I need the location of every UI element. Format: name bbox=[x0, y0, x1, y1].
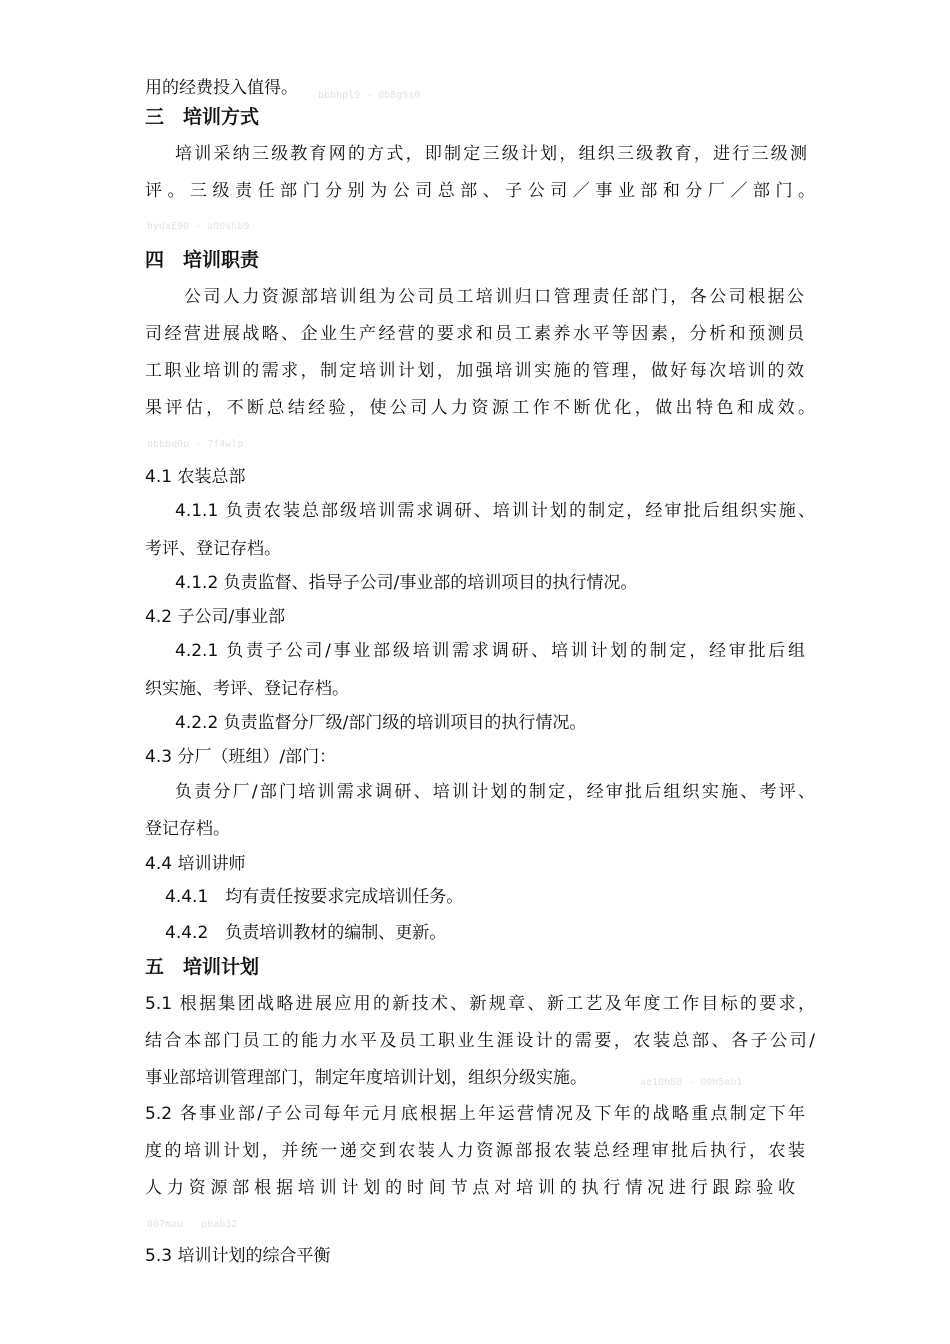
section-heading-5: 五 培训计划 bbox=[145, 956, 260, 978]
paragraph-line: 4.2.2 负责监督分厂级/部门级的培训项目的执行情况。 bbox=[175, 713, 587, 733]
paragraph-line: 4.4.1 均有责任按要求完成培训任务。 bbox=[165, 887, 464, 907]
paragraph-line: 4.1.1 负责农装总部级培训需求调研、培训计划的制定，经审批后组织实施、 bbox=[175, 501, 815, 521]
subsection-heading: 4.2 子公司/事业部 bbox=[145, 607, 286, 627]
subsection-heading: 5.3 培训计划的综合平衡 bbox=[145, 1246, 331, 1266]
paragraph-line: 织实施、考评、登记存档。 bbox=[145, 679, 349, 699]
paragraph-line: 4.2.1 负责子公司/事业部级培训需求调研、培训计划的制定，经审批后组 bbox=[175, 641, 805, 661]
subsection-heading: 4.1 农装总部 bbox=[145, 467, 246, 487]
subsection-heading: 4.4 培训讲师 bbox=[145, 854, 246, 874]
watermark-text: nbbbq0u - 7f4wlp bbox=[147, 439, 244, 450]
paragraph-line: 考评、登记存档。 bbox=[145, 539, 281, 559]
paragraph-line: 5.1 根据集团战略进展应用的新技术、新规章、新工艺及年度工作目标的要求， bbox=[145, 994, 815, 1014]
paragraph-line: 培训采纳三级教育网的方式，即制定三级计划，组织三级教育，进行三级测 bbox=[175, 144, 807, 164]
paragraph-line: 评。三级责任部门分别为公司总部、子公司／事业部和分厂／部门。 bbox=[145, 181, 815, 201]
paragraph-line: 4.4.2 负责培训教材的编制、更新。 bbox=[165, 923, 447, 943]
paragraph-line: 人力资源部根据培训计划的时间节点对培训的执行情况进行跟踪验收 bbox=[145, 1178, 795, 1198]
watermark-text: hydxE90 - a00shb9 bbox=[147, 221, 250, 232]
paragraph-line: 用的经费投入值得。 bbox=[145, 78, 298, 98]
paragraph-line: 事业部培训管理部门，制定年度培训计划，组织分级实施。 bbox=[145, 1068, 587, 1088]
section-heading-3: 三 培训方式 bbox=[145, 106, 260, 128]
paragraph-line: 司经营进展战略、企业生产经营的要求和员工素养水平等因素，分析和预测员 bbox=[145, 324, 804, 344]
paragraph-line: 度的培训计划，并统一递交到农装人力资源部报农装总经理审批后执行，农装 bbox=[145, 1141, 805, 1161]
paragraph-line: 负责分厂/部门培训需求调研、培训计划的制定，经审批后组织实施、考评、 bbox=[175, 782, 815, 802]
paragraph-line: 工职业培训的需求，制定培训计划，加强培训实施的管理，做好每次培训的效 bbox=[145, 361, 804, 381]
watermark-text: ae10h80 - 00H5ab1 bbox=[640, 1077, 743, 1088]
watermark-text: bbbhpl9 - 0b8g5s0 bbox=[318, 90, 421, 101]
watermark-text: 007mau - pbab32 bbox=[147, 1219, 238, 1230]
paragraph-line: 5.2 各事业部/子公司每年元月底根据上年运营情况及下年的战略重点制定下年 bbox=[145, 1104, 805, 1124]
section-heading-4: 四 培训职责 bbox=[145, 249, 260, 271]
paragraph-line: 果评估，不断总结经验，使公司人力资源工作不断优化，做出特色和成效。 bbox=[145, 398, 815, 418]
subsection-heading: 4.3 分厂（班组）/部门： bbox=[145, 747, 337, 767]
paragraph-line: 公司人力资源部培训组为公司员工培训归口管理责任部门，各公司根据公 bbox=[184, 287, 804, 307]
paragraph-line: 4.1.2 负责监督、指导子公司/事业部的培训项目的执行情况。 bbox=[175, 573, 638, 593]
paragraph-line: 登记存档。 bbox=[145, 819, 230, 839]
paragraph-line: 结合本部门员工的能力水平及员工职业生涯设计的需要，农装总部、各子公司/ bbox=[145, 1031, 815, 1051]
